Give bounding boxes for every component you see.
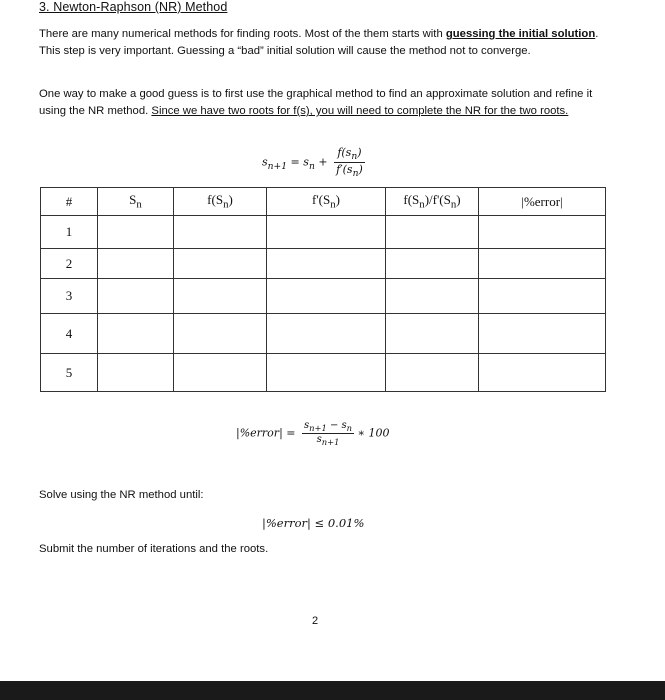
col-header-fsn [174, 188, 267, 216]
col-header-error: |%error| [479, 188, 606, 216]
cell-error[interactable] [479, 279, 606, 314]
table-row [41, 249, 606, 279]
cell-dfsn[interactable] [267, 314, 386, 354]
cell-sn[interactable] [98, 314, 174, 354]
error-formula [236, 420, 389, 447]
bottom-bar [0, 681, 665, 700]
section-heading: 3. Newton-Raphson (NR) Method [39, 0, 228, 14]
intro-text-pre: There are many numerical methods for finding roots. Most of the them starts with [39, 28, 446, 40]
dfsn-label: f'(S [312, 192, 331, 208]
err-den-sub: n+1 [321, 437, 340, 447]
nr-lhs-sub: n+1 [267, 160, 288, 172]
col-header-sn [98, 188, 174, 216]
sn-sub: n [136, 198, 142, 211]
nr-den-text: f′(s [336, 163, 353, 177]
cell-dfsn[interactable] [267, 354, 386, 392]
fsn-close: ) [228, 192, 233, 208]
nr-num-close: ) [357, 146, 362, 159]
solve-instruction: Solve using the NR method until: [39, 489, 204, 501]
intro-text-post: . This step is very important. Guessing a “bad” initial solution will cause the method not to converge. [39, 28, 599, 57]
cell-sn[interactable] [98, 216, 174, 249]
nr-num-text: f(s [337, 146, 352, 159]
nr-s: s [303, 155, 309, 169]
err-num-sub2: n [346, 423, 353, 433]
ratio-sub2: n [450, 198, 457, 211]
col-header-dfsn [267, 188, 386, 216]
nr-fraction [334, 146, 365, 179]
cell-sn[interactable] [98, 279, 174, 314]
nr-lhs: s [262, 155, 268, 169]
guess-paragraph [39, 86, 599, 120]
error-tail: ∗ 100 [354, 426, 390, 440]
cell-fsn[interactable] [174, 249, 267, 279]
fsn-sub: n [223, 198, 229, 211]
row-index: 5 [41, 354, 98, 392]
nr-numerator [334, 146, 365, 163]
cell-error[interactable] [479, 249, 606, 279]
cell-fsn[interactable] [174, 216, 267, 249]
guess-text-pre: One way to make a good guess is to first use the graphical method to find an approximate solution and refine it using the NR method. [39, 88, 593, 117]
dfsn-close: ) [335, 192, 340, 208]
cell-dfsn[interactable] [267, 279, 386, 314]
cell-fsn[interactable] [174, 314, 267, 354]
table-header-row [41, 188, 606, 216]
error-numerator [302, 420, 354, 434]
row-index: 1 [41, 216, 98, 249]
col-header-index: # [41, 188, 98, 216]
error-fraction [302, 420, 354, 447]
cell-error[interactable] [479, 216, 606, 249]
nr-formula [262, 146, 365, 179]
cell-ratio[interactable] [386, 216, 479, 249]
cell-ratio[interactable] [386, 249, 479, 279]
cell-ratio[interactable] [386, 279, 479, 314]
sn-label: S [129, 192, 137, 208]
cell-ratio[interactable] [386, 314, 479, 354]
ratio-close: ) [456, 192, 461, 208]
ratio-sub1: n [419, 198, 425, 211]
cell-fsn[interactable] [174, 279, 267, 314]
nr-denominator [334, 163, 365, 179]
nr-equals: = [287, 155, 304, 169]
intro-paragraph [39, 26, 599, 60]
fsn-label: f(S [207, 192, 224, 208]
err-num-sub1: n+1 [309, 423, 327, 433]
error-denominator [302, 434, 354, 447]
row-index: 2 [41, 249, 98, 279]
row-index: 4 [41, 314, 98, 354]
stop-criterion: |%error| ≤ 0.01% [262, 516, 365, 530]
table-row [41, 216, 606, 249]
nr-s-sub: n [308, 160, 315, 172]
cell-dfsn[interactable] [267, 249, 386, 279]
ratio-mid: )/f'(S [424, 192, 451, 208]
cell-dfsn[interactable] [267, 216, 386, 249]
nr-plus: + [314, 155, 332, 169]
cell-sn[interactable] [98, 249, 174, 279]
page-number: 2 [312, 615, 319, 627]
cell-error[interactable] [479, 354, 606, 392]
dfsn-sub: n [330, 198, 336, 211]
nr-num-sub: n [351, 151, 358, 163]
nr-den-sub: n [352, 168, 359, 180]
cell-sn[interactable] [98, 354, 174, 392]
intro-emphasis: guessing the initial solution [445, 28, 596, 40]
error-lhs: |%error| = [236, 426, 299, 440]
cell-ratio[interactable] [386, 354, 479, 392]
err-num-mid: − s [326, 420, 347, 431]
table-row [41, 314, 606, 354]
err-den-s: s [316, 434, 322, 445]
cell-fsn[interactable] [174, 354, 267, 392]
guess-text-underlined: Since we have two roots for f(s), you will need to complete the NR for the two roots. [151, 105, 569, 117]
row-index: 3 [41, 279, 98, 314]
nr-iteration-table [40, 187, 606, 392]
table-row [41, 279, 606, 314]
submit-instruction: Submit the number of iterations and the roots. [39, 543, 269, 555]
err-num-s: s [303, 420, 310, 431]
cell-error[interactable] [479, 314, 606, 354]
col-header-ratio [386, 188, 479, 216]
nr-den-close: ) [358, 163, 363, 177]
ratio-label: f(S [403, 192, 420, 208]
table-row [41, 354, 606, 392]
